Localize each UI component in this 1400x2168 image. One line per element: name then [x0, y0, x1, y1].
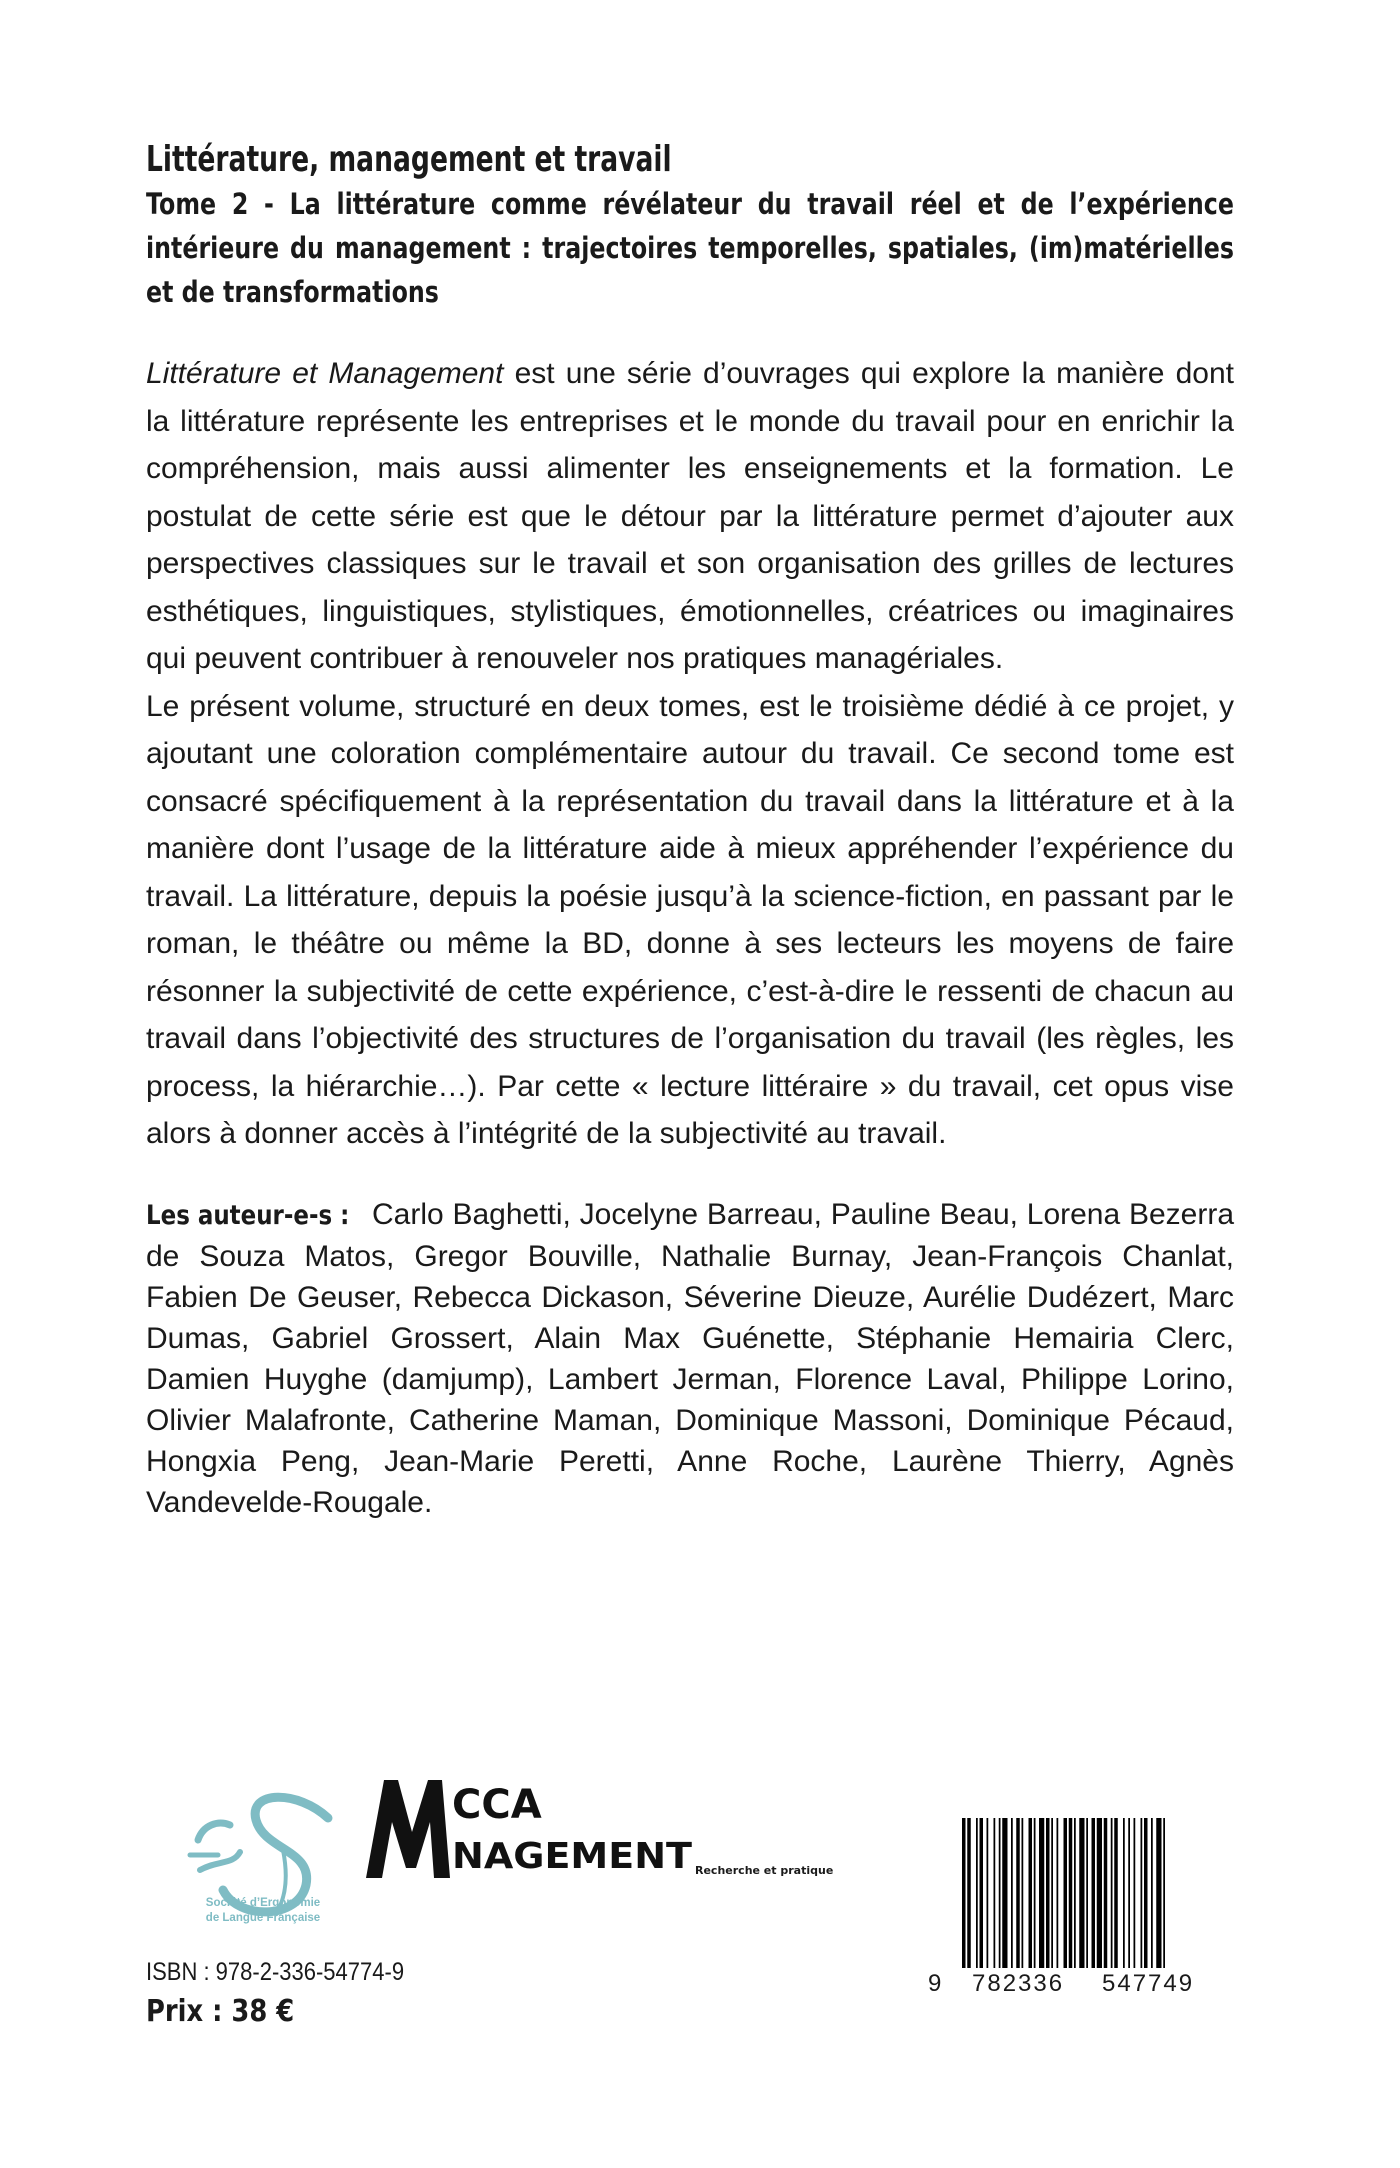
barcode-bar: [1011, 1818, 1013, 1968]
barcode-bar: [1111, 1818, 1113, 1968]
barcode-bar: [980, 1818, 984, 1968]
back-cover-text: [146, 138, 1234, 1553]
barcode-bar: [1022, 1818, 1024, 1968]
barcode-bar: [1051, 1818, 1053, 1968]
series-name: Littérature et Management: [146, 357, 504, 390]
barcode-bar: [967, 1818, 971, 1968]
barcode-bar: [1074, 1818, 1076, 1968]
barcode-bar: [1034, 1818, 1036, 1968]
self-caption-line-1: Société d’Ergonomie: [205, 1897, 321, 1909]
barcode-bar: [1134, 1818, 1136, 1968]
barcode-bar: [1114, 1818, 1118, 1968]
macca-line-1: CCA: [452, 1782, 542, 1828]
macca-m-letter: [366, 1780, 450, 1878]
authors-label: Les auteur-e-s :: [146, 1199, 350, 1231]
barcode-bar: [1029, 1818, 1033, 1968]
book-subtitle: Tome 2 - La littérature comme révélateur du travail réel et de l’expérience intérieure du management : trajectoires temporelles, spatiales, (im)matérielles et de transformations: [146, 187, 1234, 309]
barcode-bar: [1092, 1818, 1096, 1968]
barcode-bar: [1069, 1818, 1073, 1968]
price: Prix : 38 €: [146, 1994, 295, 2029]
barcode-bar: [962, 1818, 966, 1968]
barcode-bar: [1086, 1818, 1088, 1968]
barcode-bar: [1002, 1818, 1007, 1968]
self-caption-line-2: de Langue Française: [205, 1912, 321, 1924]
macca-tagline: Recherche et pratique: [695, 1864, 834, 1877]
barcode-bar: [1016, 1818, 1020, 1968]
barcode-group-left: 782336: [972, 1970, 1065, 1997]
barcode: [962, 1818, 1210, 1968]
barcode-group-right: 547749: [1102, 1970, 1195, 1997]
barcode-bar: [1144, 1818, 1148, 1968]
barcode-bar: [1104, 1818, 1108, 1968]
barcode-bar: [1039, 1818, 1044, 1968]
barcode-bar: [1151, 1818, 1153, 1968]
barcode-bar: [1156, 1818, 1161, 1968]
macca-line-2: NAGEMENT: [452, 1836, 693, 1877]
barcode-digit-first: 9: [928, 1970, 944, 1997]
barcode-bar: [1097, 1818, 1102, 1968]
authors-list: Carlo Baghetti, Jocelyne Barreau, Pauline Beau, Lorena Bezerra de Souza Matos, Gregor Bouville, Nathalie Burnay, Jean-François Chanlat, Fabien De Geuser, Rebecca Dickason, Séverine Dieuze, Aurélie Dudézert, Marc Dumas, Gabriel Grossert, Alain Max Guénette, Stéphanie Hemairia Clerc, Damien Huyghe (damjump), Lambert Jerman, Florence Laval, Philippe Lorino, Olivier Malafronte, Catherine Maman, Dominique Massoni, Dominique Pécaud, Hongxia Peng, Jean-Marie Peretti, Anne Roche, Laurène Thierry, Agnès Vandevelde-Rougale.: [146, 1197, 1234, 1519]
barcode-bar: [976, 1818, 978, 1968]
intro-paragraph-1-text: est une série d’ouvrages qui explore la manière dont la littérature représente les entreprises et le monde du travail pour en enrichir la compréhension, mais aussi alimenter les enseignements et la formation. Le postulat de cette série est que le détour par la littérature permet d’ajouter aux perspectives classiques sur le travail et son organisation des grilles de lectures esthétiques, linguistiques, stylistiques, émotionnelles, créatrices ou imaginaires qui peuvent contribuer à renouveler nos pratiques managériales.: [146, 357, 1234, 675]
intro-paragraph-2: Le présent volume, structuré en deux tomes, est le troisième dédié à ce projet, y ajoutant une coloration complémentaire autour du travail. Ce second tome est consacré spécifiquement à la représentation du travail dans la littérature et à la manière dont l’usage de la littérature aide à mieux appréhender l’expérience du travail. La littérature, depuis la poésie jusqu’à la science-fiction, en passant par le roman, le théâtre ou même la BD, donne à ses lecteurs les moyens de faire résonner la subjectivité de cette expérience, c’est-à-dire le ressenti de chacun au travail dans l’objectivité des structures de l’organisation du travail (les règles, les process, la hiérarchie…). Par cette « lecture littéraire » du travail, cet opus vise alors à donner accès à l’intégrité de la subjectivité au travail.: [146, 689, 1234, 1150]
barcode-bar: [1046, 1818, 1050, 1968]
self-logo-caption: [178, 1896, 348, 1926]
barcode-bar: [1128, 1818, 1130, 1968]
barcode-bar: [987, 1818, 989, 1968]
barcode-bar: [1079, 1818, 1084, 1968]
barcode-bar: [994, 1818, 996, 1968]
intro-paragraph-1: [146, 350, 1234, 683]
barcode-bar: [1163, 1818, 1165, 1968]
barcode-bar: [1141, 1818, 1143, 1968]
barcode-bar: [999, 1818, 1001, 1968]
book-title: Littérature, management et travail: [146, 139, 672, 180]
barcode-bar: [1064, 1818, 1068, 1968]
authors-paragraph: [146, 1194, 1234, 1523]
isbn: ISBN : 978-2-336-54774-9: [146, 1958, 405, 1986]
barcode-bar: [1123, 1818, 1125, 1968]
barcode-bar: [1057, 1818, 1059, 1968]
